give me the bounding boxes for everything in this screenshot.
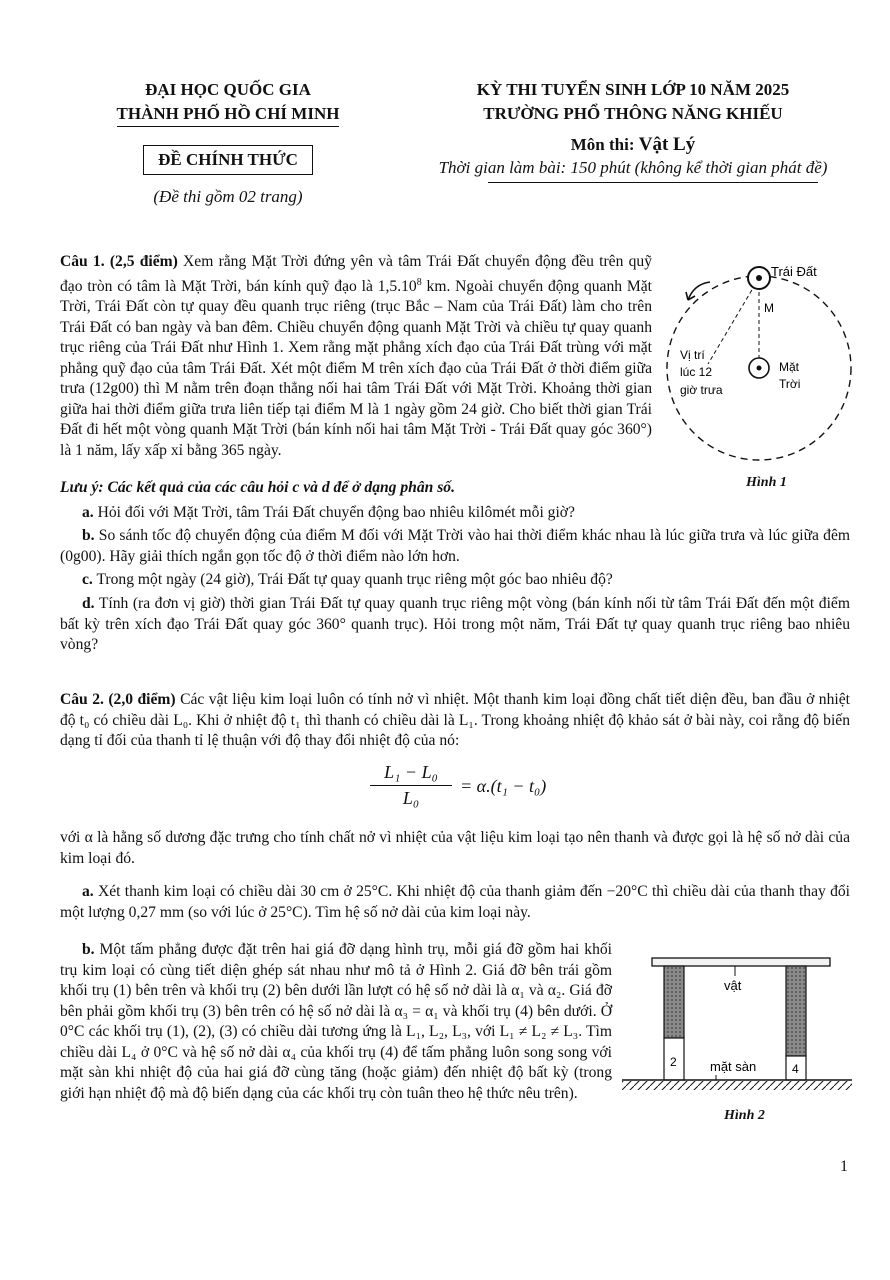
formula-denominator: L₀ bbox=[402, 788, 420, 808]
figure-2 bbox=[618, 950, 856, 1106]
q2-title: Câu 2. (2,0 điểm) bbox=[60, 691, 176, 708]
fig2-block4-label: 4 bbox=[792, 1062, 799, 1076]
fig1-pos-line2: lúc 12 bbox=[680, 365, 713, 379]
time-line bbox=[398, 158, 868, 178]
position-line bbox=[708, 278, 759, 364]
pages-note: (Đề thi gồm 02 trang) bbox=[153, 187, 303, 206]
q1-b-text: So sánh tốc độ chuyển động của điểm M đối với Mặt Trời vào hai thời điểm khác nhau là lúc giữa trưa và lúc giữa đêm (0g00). Hãy giải thích ngắn gọn tốc độ ở thời điểm nào lớn hơn. bbox=[60, 527, 850, 565]
q1-a-text: Hỏi đối với Mặt Trời, tâm Trái Đất chuyển động bao nhiêu kilômét mỗi giờ? bbox=[97, 504, 575, 521]
header-right bbox=[398, 78, 868, 183]
time-value: 150 phút (không kể thời gian phát đề) bbox=[570, 158, 828, 177]
fig1-pos-line1: Vị trí bbox=[680, 348, 705, 362]
fig2-block2-label: 2 bbox=[670, 1055, 677, 1069]
q1-c-text: Trong một ngày (24 giờ), Trái Đất tự quay quanh trục riêng một góc bao nhiêu độ? bbox=[96, 571, 613, 588]
fig2-caption: Hình 2 bbox=[724, 1108, 765, 1123]
q1-intro-a: Xem rằng Mặt Trời đứng yên và tâm Trái Đất chuyển động đều trên quỹ đạo tròn có tâm là Mặt Trời, bán kính quỹ đạo là 1,5.10 bbox=[60, 253, 652, 295]
figure-1 bbox=[658, 256, 858, 478]
q2-item-b bbox=[60, 940, 612, 1104]
q2-item-a bbox=[60, 882, 850, 923]
q1-c-label: c. bbox=[82, 571, 93, 588]
fig1-pos-line3: giờ trưa bbox=[680, 383, 723, 397]
q2-intro-text: Các vật liệu kim loại luôn có tính nở vì nhiệt. Một thanh kim loại đồng chất tiết diện đều, ban đầu ở nhiệt độ t₀ có chiều dài L₀. Khi ở nhiệt độ t₁ thì thanh có chiều dài là L₁. Trong khoảng nhiệt độ khảo sát ở bài này, coi rằng độ biến dạng tỉ đối của thanh tỉ lệ thuận với độ thay đổi nhiệt độ của nó: bbox=[60, 691, 850, 749]
plate-rect bbox=[652, 958, 830, 966]
city-name-text: THÀNH PHỐ HỒ CHÍ MINH bbox=[117, 102, 340, 127]
time-label: Thời gian làm bài: bbox=[438, 158, 567, 177]
university-name: ĐẠI HỌC QUỐC GIA bbox=[145, 80, 311, 99]
fig1-earth-label: Trái Đất bbox=[771, 264, 817, 279]
q1-note: Lưu ý: Các kết quả của các câu hỏi c và d để ở dạng phân số. bbox=[60, 479, 455, 496]
fig1-sun-line2: Trời bbox=[779, 377, 801, 391]
fig1-m-label: M bbox=[764, 301, 774, 315]
block-1 bbox=[664, 966, 684, 1038]
q1-item-b bbox=[60, 526, 850, 567]
q2-b-text: Một tấm phẳng được đặt trên hai giá đỡ dạng hình trụ, mỗi giá đỡ gồm hai khối trụ kim loại có cùng tiết diện ghép sát nhau như mô tả ở Hình 2. Giá đỡ bên trái gồm khối trụ (1) bên trên và khối trụ (2) bên dưới lần lượt có hệ số nở dài là α₁ và α₂. Giá đỡ bên phải gồm khối trụ (3) bên trên có hệ số nở dài là α₃ = α₁ và khối trụ (4) bên dưới. Ở 0°C các khối trụ (1), (2), (3) có chiều dài tương ứng là L₁, L₂, L₃, với L₁ ≠ L₂ ≠ L₃. Tìm chiều dài L₄ ở 0°C và hệ số nở dài α₄ của khối trụ (4) để tấm phẳng luôn song song với mặt sàn khi nhiệt độ của hai giá đỡ cùng tăng (hoặc giảm) đến nhiệt độ bất kỳ (trong giới hạn nhiệt độ mà độ biến dạng của các khối trụ còn tuân theo hệ thức nêu trên). bbox=[60, 941, 612, 1102]
earth-center bbox=[756, 275, 762, 281]
q1-intro-exp: 8 bbox=[416, 276, 422, 288]
q1-d-text: Tính (ra đơn vị giờ) thời gian Trái Đất tự quay quanh trục riêng một vòng (bán kính nối từ tâm Trái Đất đến một điểm bất kỳ trên xích đạo Trái Đất quay góc 360° quanh trục). Hỏi trong một năm, Trái Đất tự quay quanh trục riêng bao nhiêu vòng? bbox=[60, 595, 850, 653]
fig2-object-label: vật bbox=[724, 978, 742, 993]
block-3 bbox=[786, 966, 806, 1056]
q1-intro-b: km. Ngoài chuyển động quanh Mặt Trời, Trái Đất còn tự quay đều quanh trục riêng (trục Bắc – Nam của Trái Đất) làm cho trên Trái Đất có ban ngày và ban đêm. Chiều chuyển động quanh Mặt Trời và chiều tự quay quanh trục riêng của Trái Đất như Hình 1. Xem rằng mặt phẳng xích đạo của Trái Đất trùng với mặt phẳng quỹ đạo của tâm Trái Đất. Xét một điểm M trên xích đạo của Trái Đất ở thời điểm giữa trưa (12g00) thì M nằm trên đoạn thẳng nối hai tâm Trái Đất với Mặt Trời. Khoảng thời gian giữa hai thời điểm giữa trưa liên tiếp tại điểm M là 1 ngày gồm 24 giờ. Cho biết thời gian Trái Đất đi hết một vòng quanh Mặt Trời (bán kính nối hai tâm Mặt Trời - Trái Đất quay góc 360°) là 1 năm, lấy xấp xỉ bằng 365 ngày. bbox=[60, 277, 652, 459]
q1-item-c bbox=[60, 570, 850, 591]
formula-rhs: = α.(t₁ − t₀) bbox=[460, 776, 547, 796]
q1-a-label: a. bbox=[82, 504, 94, 521]
q1-item-d bbox=[60, 594, 850, 656]
city-name bbox=[78, 102, 378, 127]
page-number: 1 bbox=[840, 1158, 848, 1175]
q2-intro bbox=[60, 690, 850, 752]
subject-line bbox=[398, 134, 868, 156]
exam-title: KỲ THI TUYỂN SINH LỚP 10 NĂM 2025 bbox=[476, 80, 790, 99]
official-badge: ĐỀ CHÍNH THỨC bbox=[143, 145, 313, 175]
q2-a-label: a. bbox=[82, 883, 94, 900]
fig2-floor-label: mặt sàn bbox=[710, 1059, 757, 1074]
q2-a-text: Xét thanh kim loại có chiều dài 30 cm ở 25°C. Khi nhiệt độ của thanh giảm đến −20°C thì chiều dài của thanh thay đổi một lượng 0,27 mm (so với lúc ở 25°C). Tìm hệ số nở dài của kim loại này. bbox=[60, 883, 851, 921]
header-left bbox=[78, 78, 378, 207]
subject-name: Vật Lý bbox=[638, 134, 696, 155]
formula-numerator: L₁ − L₀ bbox=[370, 762, 452, 786]
fig1-sun-line1: Mặt bbox=[779, 360, 800, 374]
q1-d-label: d. bbox=[82, 595, 95, 612]
q1-intro bbox=[60, 252, 652, 461]
subject-label: Môn thi: bbox=[570, 135, 635, 154]
fig1-caption: Hình 1 bbox=[746, 475, 787, 490]
formula-fraction bbox=[370, 762, 452, 809]
q2-b-label: b. bbox=[82, 941, 95, 958]
sun-center bbox=[757, 366, 762, 371]
school-name: TRƯỜNG PHỔ THÔNG NĂNG KHIẾU bbox=[483, 104, 783, 123]
q2-formula bbox=[370, 762, 630, 814]
q1-item-a bbox=[60, 503, 850, 524]
floor-hatch bbox=[622, 1081, 852, 1090]
q1-b-label: b. bbox=[82, 527, 95, 544]
q2-after: với α là hằng số dương đặc trưng cho tính chất nở vì nhiệt của vật liệu kim loại tạo nên thanh và được gọi là hệ số nở dài của kim loại đó. bbox=[60, 829, 850, 867]
time-underline bbox=[488, 182, 818, 183]
q1-title: Câu 1. (2,5 điểm) bbox=[60, 253, 178, 270]
